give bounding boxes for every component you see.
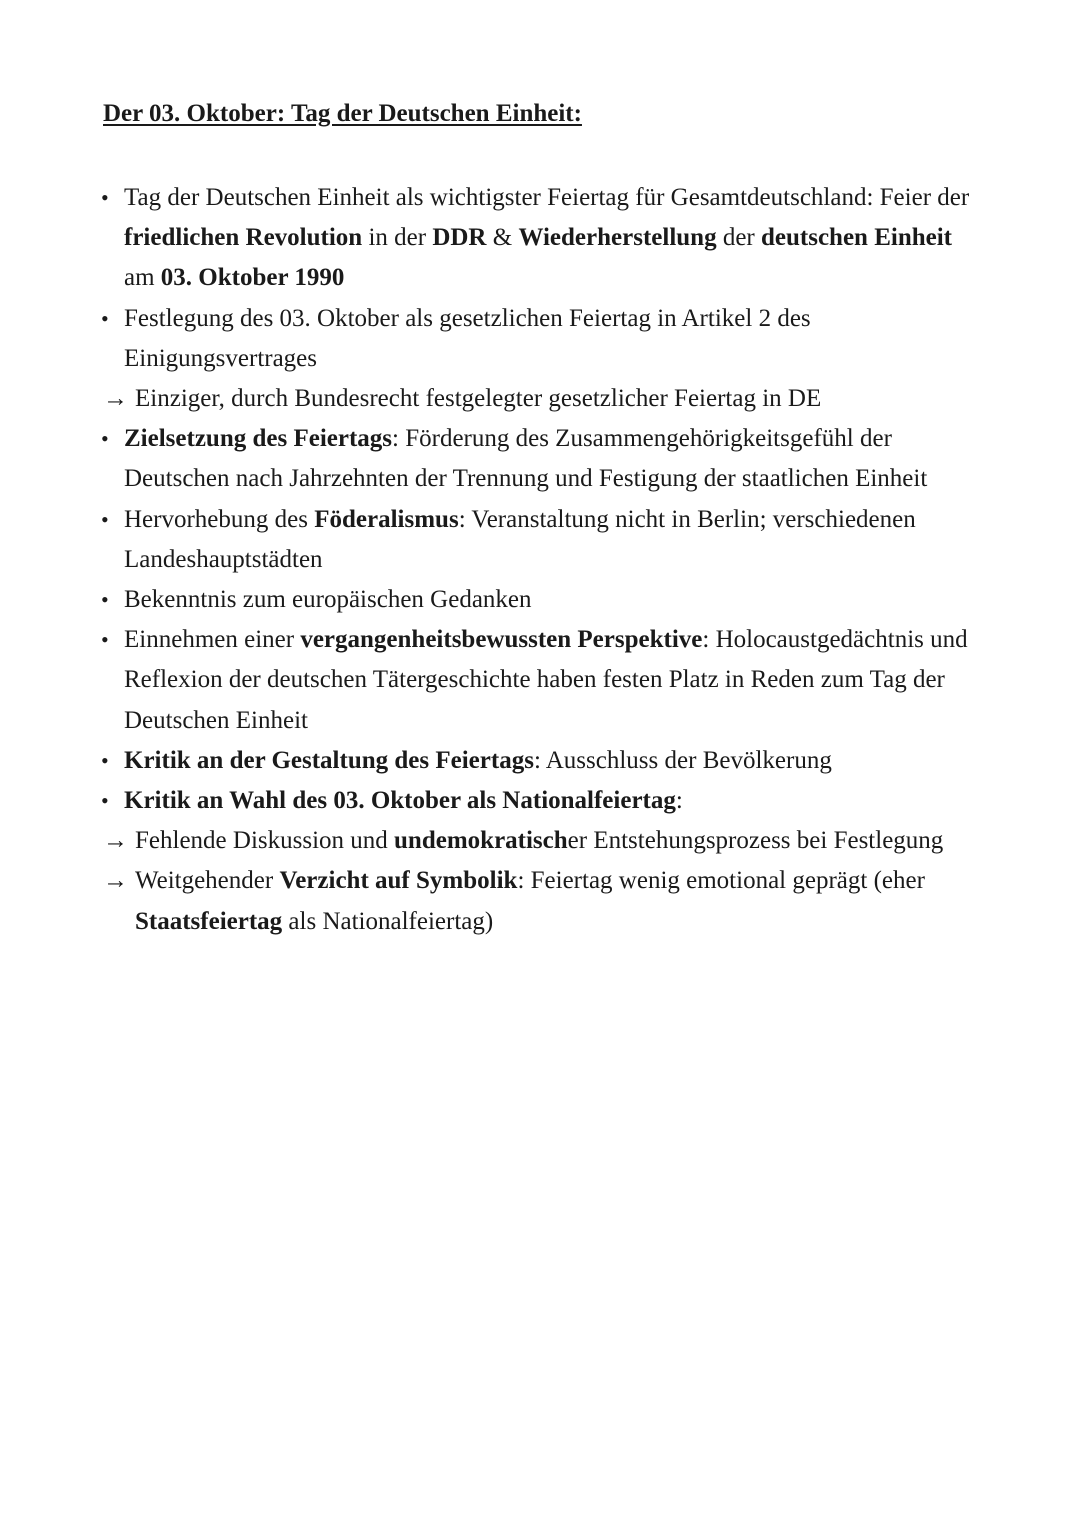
text-segment: : Ausschluss der Bevölkerung bbox=[533, 746, 832, 774]
arrow-marker: → bbox=[103, 385, 128, 413]
text-segment: : Veranstaltung nicht in Berlin; verschiedenen Landeshauptstädten bbox=[124, 505, 916, 573]
text-segment: Bekenntnis zum europäischen Gedanken bbox=[124, 586, 532, 614]
text-segment: & bbox=[486, 224, 519, 252]
bullet-marker: • bbox=[101, 587, 109, 613]
bullet-list bbox=[0, 178, 1080, 942]
item-text bbox=[124, 500, 974, 580]
text-segment: Einnehmen einer bbox=[124, 626, 301, 654]
item-text bbox=[124, 781, 974, 821]
text-segment: : Förderung des Zusammengehörigkeitsgefühl der Deutschen nach Jahrzehnten der Trennung und Festigung der staatlichen Einheit bbox=[124, 425, 928, 493]
text-segment: Tag der Deutschen Einheit als wichtigster Feiertag für Gesamtdeutschland: Feier der bbox=[124, 184, 970, 211]
text-segment: der bbox=[716, 224, 761, 252]
arrow-item bbox=[0, 861, 1080, 941]
arrow-marker: → bbox=[103, 827, 128, 855]
arrow-item bbox=[0, 379, 1080, 419]
item-text bbox=[135, 861, 975, 941]
text-segment: Weitgehender bbox=[135, 867, 280, 895]
bullet-marker: • bbox=[101, 426, 109, 452]
bold-text: 03. Oktober 1990 bbox=[160, 264, 345, 292]
bullet-item bbox=[0, 781, 1080, 821]
text-segment: in der bbox=[362, 224, 433, 252]
item-text bbox=[135, 379, 975, 419]
bold-text: Wiederherstellung bbox=[518, 224, 717, 252]
bullet-item bbox=[0, 299, 1080, 379]
bold-text: DDR bbox=[432, 224, 487, 252]
bullet-item bbox=[0, 500, 1080, 580]
item-text bbox=[124, 178, 974, 299]
bullet-marker: • bbox=[101, 506, 109, 532]
bullet-marker: • bbox=[101, 627, 109, 653]
text-segment: Festlegung des 03. Oktober als gesetzlichen Feiertag in Artikel 2 des Einigungsvertrages bbox=[124, 304, 811, 372]
bold-text: undemokratisch bbox=[394, 827, 568, 855]
bold-text: Föderalismus bbox=[314, 505, 459, 533]
bullet-item bbox=[0, 580, 1080, 620]
item-text bbox=[124, 580, 974, 620]
arrow-marker: → bbox=[103, 867, 128, 895]
bold-text: Kritik an der Gestaltung des Feiertags bbox=[124, 746, 534, 774]
text-segment: Einziger, durch Bundesrecht festgelegter gesetzlicher Feiertag in DE bbox=[135, 385, 822, 413]
item-text bbox=[124, 419, 974, 499]
bold-text: friedlichen Revolution bbox=[124, 224, 363, 252]
item-text bbox=[124, 741, 974, 781]
bold-text: vergangenheitsbewussten Perspektive bbox=[300, 626, 703, 654]
text-segment: Hervorhebung des bbox=[124, 505, 315, 533]
bullet-item bbox=[0, 741, 1080, 781]
bullet-item bbox=[0, 178, 1080, 299]
bold-text: deutschen Einheit bbox=[761, 224, 953, 252]
text-segment: als Nationalfeiertag) bbox=[282, 907, 494, 935]
bold-text: Staatsfeiertag bbox=[135, 907, 283, 935]
bullet-item bbox=[0, 620, 1080, 741]
bullet-marker: • bbox=[101, 747, 109, 773]
bold-text: Verzicht auf Symbolik bbox=[279, 867, 518, 895]
text-segment: er Entstehungsprozess bei Festlegung bbox=[567, 827, 944, 855]
bullet-marker: • bbox=[101, 305, 109, 331]
bullet-item bbox=[0, 419, 1080, 499]
item-text bbox=[124, 299, 974, 379]
bold-text: Kritik an Wahl des 03. Oktober als Nationalfeiertag bbox=[124, 787, 676, 815]
text-segment: : bbox=[675, 787, 683, 815]
bullet-marker: • bbox=[101, 788, 109, 814]
text-segment: Fehlende Diskussion und bbox=[135, 827, 395, 855]
arrow-item bbox=[0, 821, 1080, 861]
bullet-marker: • bbox=[101, 185, 109, 210]
text-segment: : Feiertag wenig emotional geprägt (eher bbox=[517, 867, 925, 895]
text-segment: : Holocaustgedächtnis und Reflexion der deutschen Tätergeschichte haben festen Platz in Reden zum Tag der Deutschen Einheit bbox=[124, 626, 968, 734]
document-title: Der 03. Oktober: Tag der Deutschen Einheit: bbox=[103, 100, 582, 127]
item-text bbox=[124, 620, 974, 741]
item-text bbox=[135, 821, 975, 861]
text-segment: am bbox=[124, 264, 161, 292]
bold-text: Zielsetzung des Feiertags bbox=[124, 425, 393, 453]
